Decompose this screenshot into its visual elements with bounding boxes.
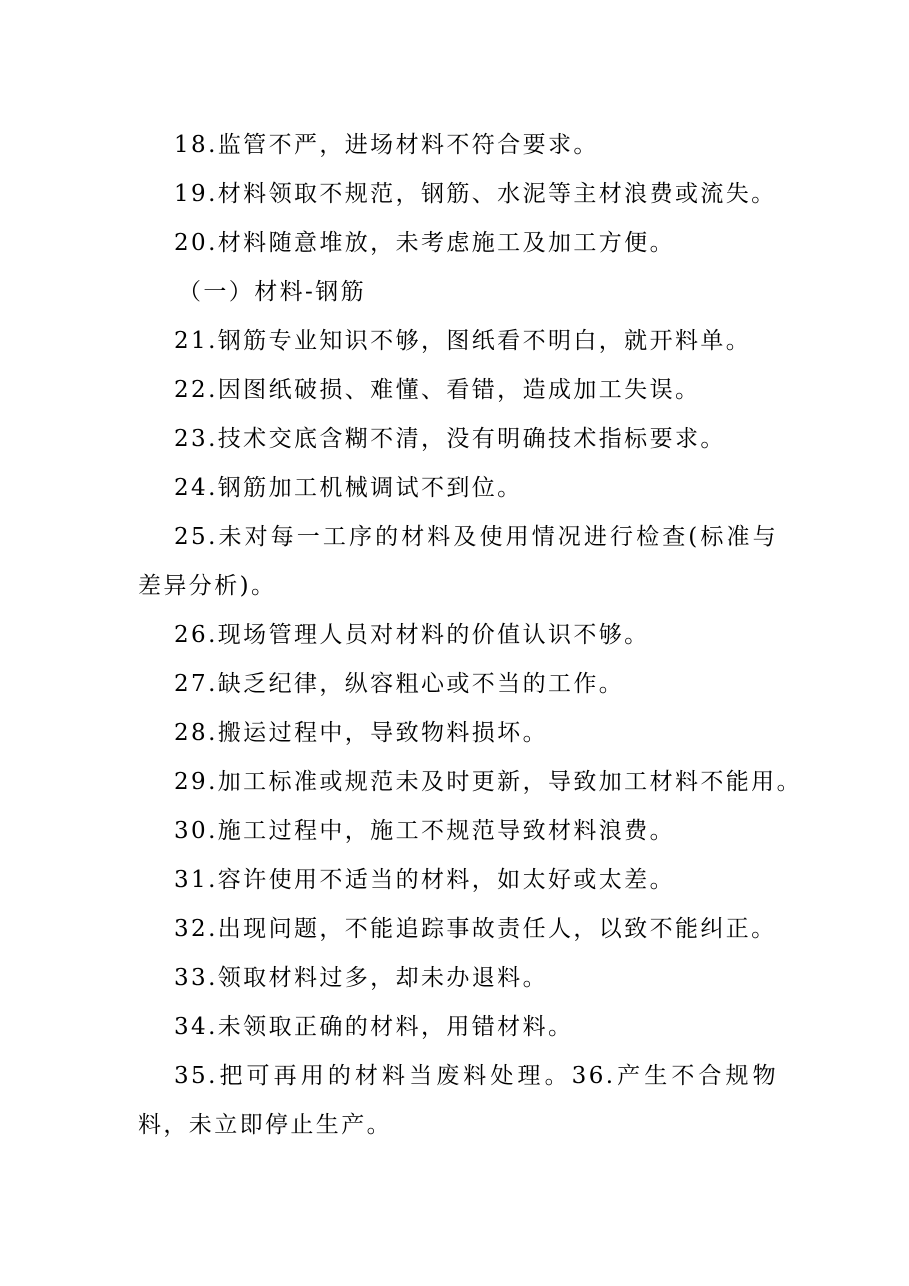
list-item: 31.容许使用不适当的材料，如太好或太差。 (174, 867, 675, 893)
list-item: 22.因图纸破损、难懂、看错，造成加工失误。 (174, 377, 701, 403)
list-item: 18.监管不严，进场材料不符合要求。 (174, 132, 599, 158)
list-item: 21.钢筋专业知识不够，图纸看不明白，就开料单。 (174, 328, 752, 354)
document-body (138, 121, 802, 1150)
list-item: 19.材料领取不规范，钢筋、水泥等主材浪费或流失。 (174, 181, 777, 207)
list-item: 32.出现问题，不能追踪事故责任人，以致不能纠正。 (174, 916, 777, 942)
list-item: 27.缺乏纪律，纵容粗心或不当的工作。 (174, 671, 625, 697)
list-item: 30.施工过程中，施工不规范导致材料浪费。 (174, 818, 675, 844)
list-item: 29.加工标准或规范未及时更新，导致加工材料不能用。 (174, 769, 802, 795)
list-item: 26.现场管理人员对材料的价值认识不够。 (174, 622, 650, 648)
list-item: 25.未对每一工序的材料及使用情况进行检查(标准与差异分析)。 (138, 524, 778, 599)
list-item: 33.领取材料过多，却未办退料。 (174, 965, 548, 991)
list-item: 35.把可再用的材料当废料处理。36.产生不合规物料，未立即停止生产。 (138, 1063, 778, 1138)
list-item: 24.钢筋加工机械调试不到位。 (174, 475, 523, 501)
list-item: 20.材料随意堆放，未考虑施工及加工方便。 (174, 230, 675, 256)
list-item: 23.技术交底含糊不清，没有明确技术指标要求。 (174, 426, 726, 452)
section-heading: （一）材料-钢筋 (178, 279, 366, 305)
list-item: 34.未领取正确的材料，用错材料。 (174, 1014, 574, 1040)
list-item: 28.搬运过程中，导致物料损坏。 (174, 720, 548, 746)
